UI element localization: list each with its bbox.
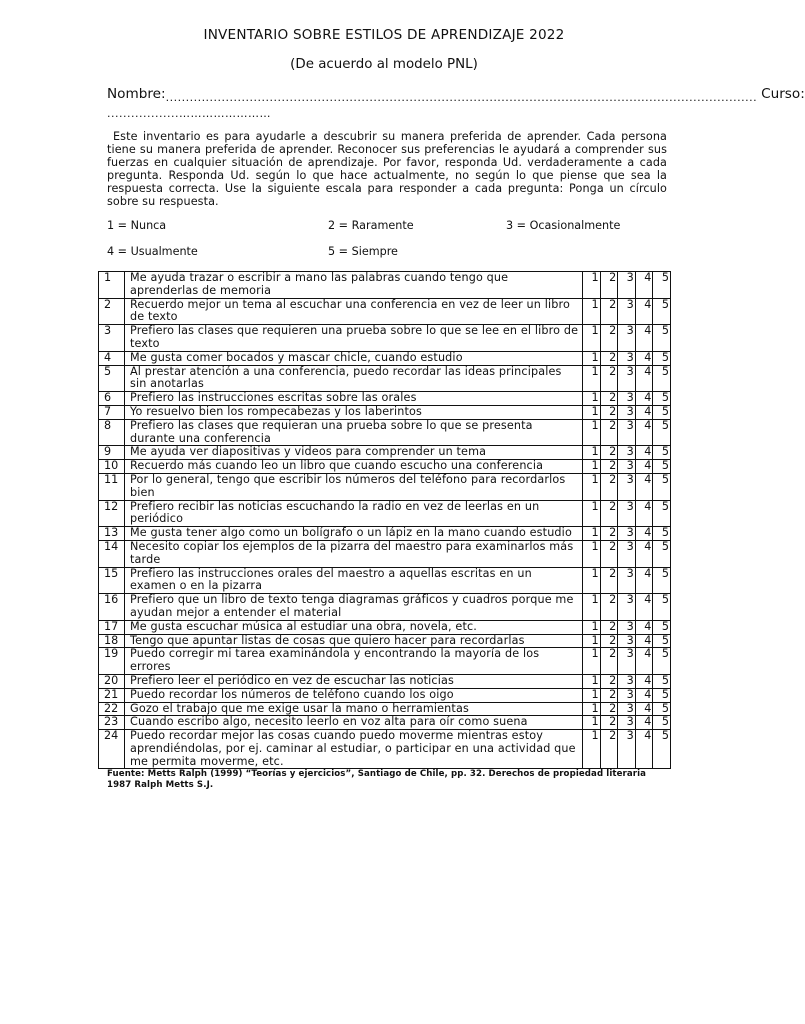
item-statement: Me ayuda ver diapositivas y videos para comprender un tema [125,446,583,460]
item-statement: Recuerdo mejor un tema al escuchar una conferencia en vez de leer un libro de texto [125,298,583,325]
table-row [99,473,671,500]
table-row [99,730,671,769]
rating-option-3[interactable]: 3 [618,446,636,460]
item-statement: Me ayuda trazar o escribir a mano las palabras cuando tengo que aprenderlas de memoria [125,272,583,299]
rating-option-5[interactable]: 5 [653,730,671,769]
rating-option-3[interactable]: 3 [618,419,636,446]
table-row [99,527,671,541]
rating-option-2[interactable]: 2 [600,392,618,406]
rating-option-5[interactable]: 5 [653,405,671,419]
item-number: 5 [99,365,125,392]
rating-option-1[interactable]: 1 [583,446,601,460]
table-row [99,446,671,460]
rating-option-3[interactable]: 3 [618,272,636,299]
table-row [99,702,671,716]
item-statement: Prefiero que un libro de texto tenga diagramas gráficos y cuadros porque me ayudan mejor a entender el material [125,594,583,621]
rating-option-4[interactable]: 4 [635,620,653,634]
rating-option-1[interactable]: 1 [583,567,601,594]
rating-option-4[interactable]: 4 [635,674,653,688]
rating-option-1[interactable]: 1 [583,298,601,325]
item-statement: Tengo que apuntar listas de cosas que quiero hacer para recordarlas [125,634,583,648]
item-statement: Puedo recordar los números de teléfono cuando los oigo [125,688,583,702]
item-statement: Prefiero las clases que requieran una prueba sobre lo que se presenta durante una conferencia [125,419,583,446]
rating-option-3[interactable]: 3 [618,365,636,392]
rating-option-1[interactable]: 1 [583,648,601,675]
rating-option-2[interactable]: 2 [600,325,618,352]
intro-paragraph: Este inventario es para ayudarle a descubrir su manera preferida de aprender. Cada persona tiene su manera preferida de aprender. Reconocer sus preferencias le ayudará a comprender sus fuerzas en cualquier situación de aprendizaje. Por favor, responda Ud. verdaderamente a cada pregunta. Responda Ud. según lo que hace actualmente, no según lo que piense que sea la respuesta correcta. Use la siguiente escala para responder a cada pregunta: Ponga un círculo sobre su respuesta. [107,130,667,208]
curso-blank: ..................…………………… [107,107,271,120]
item-statement: Puedo corregir mi tarea examinándola y encontrando la mayoría de los errores [125,648,583,675]
rating-option-5[interactable]: 5 [653,392,671,406]
rating-option-5[interactable]: 5 [653,620,671,634]
curso-label: Curso: [761,86,805,102]
rating-option-2[interactable]: 2 [600,716,618,730]
rating-option-1[interactable]: 1 [583,702,601,716]
item-statement: Prefiero recibir las noticias escuchando la radio en vez de leerlas en un periódico [125,500,583,527]
rating-option-1[interactable]: 1 [583,392,601,406]
scale-1: 1 = Nunca [107,219,167,232]
item-statement: Prefiero leer el periódico en vez de escuchar las noticias [125,674,583,688]
scale-3: 3 = Ocasionalmente [506,219,621,232]
item-number: 12 [99,500,125,527]
rating-option-4[interactable]: 4 [635,730,653,769]
item-number: 3 [99,325,125,352]
rating-option-3[interactable]: 3 [618,500,636,527]
table-row [99,716,671,730]
rating-option-3[interactable]: 3 [618,688,636,702]
rating-option-3[interactable]: 3 [618,460,636,474]
rating-option-3[interactable]: 3 [618,594,636,621]
rating-option-4[interactable]: 4 [635,634,653,648]
rating-option-1[interactable]: 1 [583,730,601,769]
rating-option-3[interactable]: 3 [618,716,636,730]
rating-option-5[interactable]: 5 [653,365,671,392]
rating-option-1[interactable]: 1 [583,460,601,474]
rating-option-4[interactable]: 4 [635,527,653,541]
item-number: 15 [99,567,125,594]
item-statement: Puedo recordar mejor las cosas cuando puedo moverme mientras estoy aprendiéndolas, por ej. caminar al estudiar, o participar en una actividad que me permita moverme, etc. [125,730,583,769]
rating-option-4[interactable]: 4 [635,716,653,730]
item-number: 2 [99,298,125,325]
rating-option-4[interactable]: 4 [635,567,653,594]
rating-option-1[interactable]: 1 [583,365,601,392]
table-row [99,567,671,594]
table-row [99,540,671,567]
item-number: 24 [99,730,125,769]
item-number: 8 [99,419,125,446]
item-number: 7 [99,405,125,419]
rating-option-2[interactable]: 2 [600,730,618,769]
rating-option-4[interactable]: 4 [635,325,653,352]
rating-option-1[interactable]: 1 [583,272,601,299]
rating-option-1[interactable]: 1 [583,716,601,730]
name-course-line [107,86,805,122]
item-number: 13 [99,527,125,541]
table-row [99,648,671,675]
rating-option-4[interactable]: 4 [635,298,653,325]
table-row [99,298,671,325]
rating-option-2[interactable]: 2 [600,594,618,621]
rating-option-2[interactable]: 2 [600,419,618,446]
rating-option-5[interactable]: 5 [653,716,671,730]
item-number: 21 [99,688,125,702]
name-label: Nombre: [107,86,166,102]
rating-option-1[interactable]: 1 [583,500,601,527]
rating-option-5[interactable]: 5 [653,298,671,325]
item-statement: Por lo general, tengo que escribir los números del teléfono para recordarlos bien [125,473,583,500]
rating-option-2[interactable]: 2 [600,365,618,392]
rating-option-5[interactable]: 5 [653,648,671,675]
rating-option-5[interactable]: 5 [653,419,671,446]
rating-option-3[interactable]: 3 [618,620,636,634]
rating-option-5[interactable]: 5 [653,272,671,299]
item-number: 20 [99,674,125,688]
rating-option-5[interactable]: 5 [653,634,671,648]
item-number: 10 [99,460,125,474]
rating-option-1[interactable]: 1 [583,351,601,365]
rating-option-2[interactable]: 2 [600,567,618,594]
rating-option-2[interactable]: 2 [600,527,618,541]
rating-option-5[interactable]: 5 [653,567,671,594]
rating-option-4[interactable]: 4 [635,500,653,527]
item-number: 14 [99,540,125,567]
rating-option-1[interactable]: 1 [583,634,601,648]
rating-option-3[interactable]: 3 [618,298,636,325]
rating-option-4[interactable]: 4 [635,594,653,621]
rating-option-3[interactable]: 3 [618,702,636,716]
rating-option-4[interactable]: 4 [635,272,653,299]
item-statement: Me gusta escuchar música al estudiar una obra, novela, etc. [125,620,583,634]
rating-option-3[interactable]: 3 [618,648,636,675]
rating-option-5[interactable]: 5 [653,460,671,474]
rating-option-5[interactable]: 5 [653,446,671,460]
name-row [107,86,805,106]
rating-option-3[interactable]: 3 [618,325,636,352]
table-row [99,674,671,688]
rating-option-4[interactable]: 4 [635,446,653,460]
rating-option-5[interactable]: 5 [653,351,671,365]
rating-option-3[interactable]: 3 [618,527,636,541]
rating-option-1[interactable]: 1 [583,405,601,419]
item-number: 6 [99,392,125,406]
table-row [99,419,671,446]
rating-option-3[interactable]: 3 [618,405,636,419]
item-number: 4 [99,351,125,365]
item-number: 23 [99,716,125,730]
rating-option-5[interactable]: 5 [653,527,671,541]
table-row [99,594,671,621]
scale-4: 4 = Usualmente [107,245,198,258]
table-row [99,688,671,702]
rating-option-5[interactable]: 5 [653,688,671,702]
table-row [99,392,671,406]
rating-option-3[interactable]: 3 [618,674,636,688]
rating-option-2[interactable]: 2 [600,446,618,460]
rating-option-2[interactable]: 2 [600,540,618,567]
rating-option-5[interactable]: 5 [653,702,671,716]
rating-option-2[interactable]: 2 [600,674,618,688]
item-number: 11 [99,473,125,500]
rating-option-4[interactable]: 4 [635,473,653,500]
rating-option-2[interactable]: 2 [600,620,618,634]
rating-option-4[interactable]: 4 [635,688,653,702]
item-statement: Gozo el trabajo que me exige usar la mano o herramientas [125,702,583,716]
document-subtitle: (De acuerdo al modelo PNL) [290,57,478,72]
table-row [99,460,671,474]
table-row [99,365,671,392]
rating-option-3[interactable]: 3 [618,392,636,406]
scale-5: 5 = Siempre [328,245,398,258]
item-statement: Prefiero las instrucciones orales del maestro a aquellas escritas en un examen o en la pizarra [125,567,583,594]
item-statement: Al prestar atención a una conferencia, puedo recordar las ideas principales sin anotarlas [125,365,583,392]
rating-option-1[interactable]: 1 [583,674,601,688]
rating-option-1[interactable]: 1 [583,620,601,634]
rating-option-3[interactable]: 3 [618,567,636,594]
item-number: 16 [99,594,125,621]
item-statement: Cuando escribo algo, necesito leerlo en voz alta para oír como suena [125,716,583,730]
rating-option-3[interactable]: 3 [618,730,636,769]
rating-option-5[interactable]: 5 [653,325,671,352]
rating-option-1[interactable]: 1 [583,473,601,500]
table-row [99,405,671,419]
source-footnote: Fuente: Metts Ralph (1999) “Teorías y ejercicios”, Santiago de Chile, pp. 32. Derechos de propiedad literaria 1987 Ralph Metts S.J. [107,769,647,790]
rating-option-2[interactable]: 2 [600,702,618,716]
rating-option-2[interactable]: 2 [600,634,618,648]
rating-option-2[interactable]: 2 [600,351,618,365]
document-title: INVENTARIO SOBRE ESTILOS DE APRENDIZAJE 2022 [203,27,565,43]
table-row [99,500,671,527]
rating-option-4[interactable]: 4 [635,702,653,716]
item-number: 17 [99,620,125,634]
rating-option-1[interactable]: 1 [583,325,601,352]
rating-option-3[interactable]: 3 [618,351,636,365]
rating-option-2[interactable]: 2 [600,648,618,675]
item-number: 1 [99,272,125,299]
rating-option-5[interactable]: 5 [653,674,671,688]
rating-option-2[interactable]: 2 [600,688,618,702]
item-number: 9 [99,446,125,460]
item-number: 22 [99,702,125,716]
table-row [99,272,671,299]
item-statement: Yo resuelvo bien los rompecabezas y los laberintos [125,405,583,419]
rating-option-1[interactable]: 1 [583,419,601,446]
rating-option-4[interactable]: 4 [635,365,653,392]
item-statement: Me gusta tener algo como un bolígrafo o un lápiz en la mano cuando estudio [125,527,583,541]
item-number: 19 [99,648,125,675]
scale-2: 2 = Raramente [328,219,414,232]
rating-option-2[interactable]: 2 [600,473,618,500]
rating-option-4[interactable]: 4 [635,405,653,419]
rating-option-5[interactable]: 5 [653,500,671,527]
rating-option-1[interactable]: 1 [583,594,601,621]
item-statement: Recuerdo más cuando leo un libro que cuando escucho una conferencia [125,460,583,474]
rating-option-2[interactable]: 2 [600,500,618,527]
rating-option-1[interactable]: 1 [583,527,601,541]
rating-option-4[interactable]: 4 [635,392,653,406]
rating-option-4[interactable]: 4 [635,648,653,675]
rating-option-1[interactable]: 1 [583,688,601,702]
rating-option-4[interactable]: 4 [635,540,653,567]
item-statement: Prefiero las clases que requieren una prueba sobre lo que se lee en el libro de texto [125,325,583,352]
item-number: 18 [99,634,125,648]
item-statement: Necesito copiar los ejemplos de la pizarra del maestro para examinarlos más tarde [125,540,583,567]
item-statement: Me gusta comer bocados y mascar chicle, cuando estudio [125,351,583,365]
table-row [99,620,671,634]
table-row [99,634,671,648]
rating-option-5[interactable]: 5 [653,473,671,500]
rating-option-2[interactable]: 2 [600,460,618,474]
table-row [99,351,671,365]
rating-option-5[interactable]: 5 [653,594,671,621]
item-statement: Prefiero las instrucciones escritas sobre las orales [125,392,583,406]
name-blank: .................................................................................................................................................... [165,91,758,104]
rating-option-2[interactable]: 2 [600,405,618,419]
rating-option-4[interactable]: 4 [635,351,653,365]
rating-option-3[interactable]: 3 [618,540,636,567]
rating-option-4[interactable]: 4 [635,460,653,474]
inventory-table [98,271,671,769]
rating-option-5[interactable]: 5 [653,540,671,567]
rating-option-4[interactable]: 4 [635,419,653,446]
rating-option-3[interactable]: 3 [618,473,636,500]
rating-option-3[interactable]: 3 [618,634,636,648]
rating-option-2[interactable]: 2 [600,272,618,299]
table-row [99,325,671,352]
rating-option-1[interactable]: 1 [583,540,601,567]
rating-option-2[interactable]: 2 [600,298,618,325]
